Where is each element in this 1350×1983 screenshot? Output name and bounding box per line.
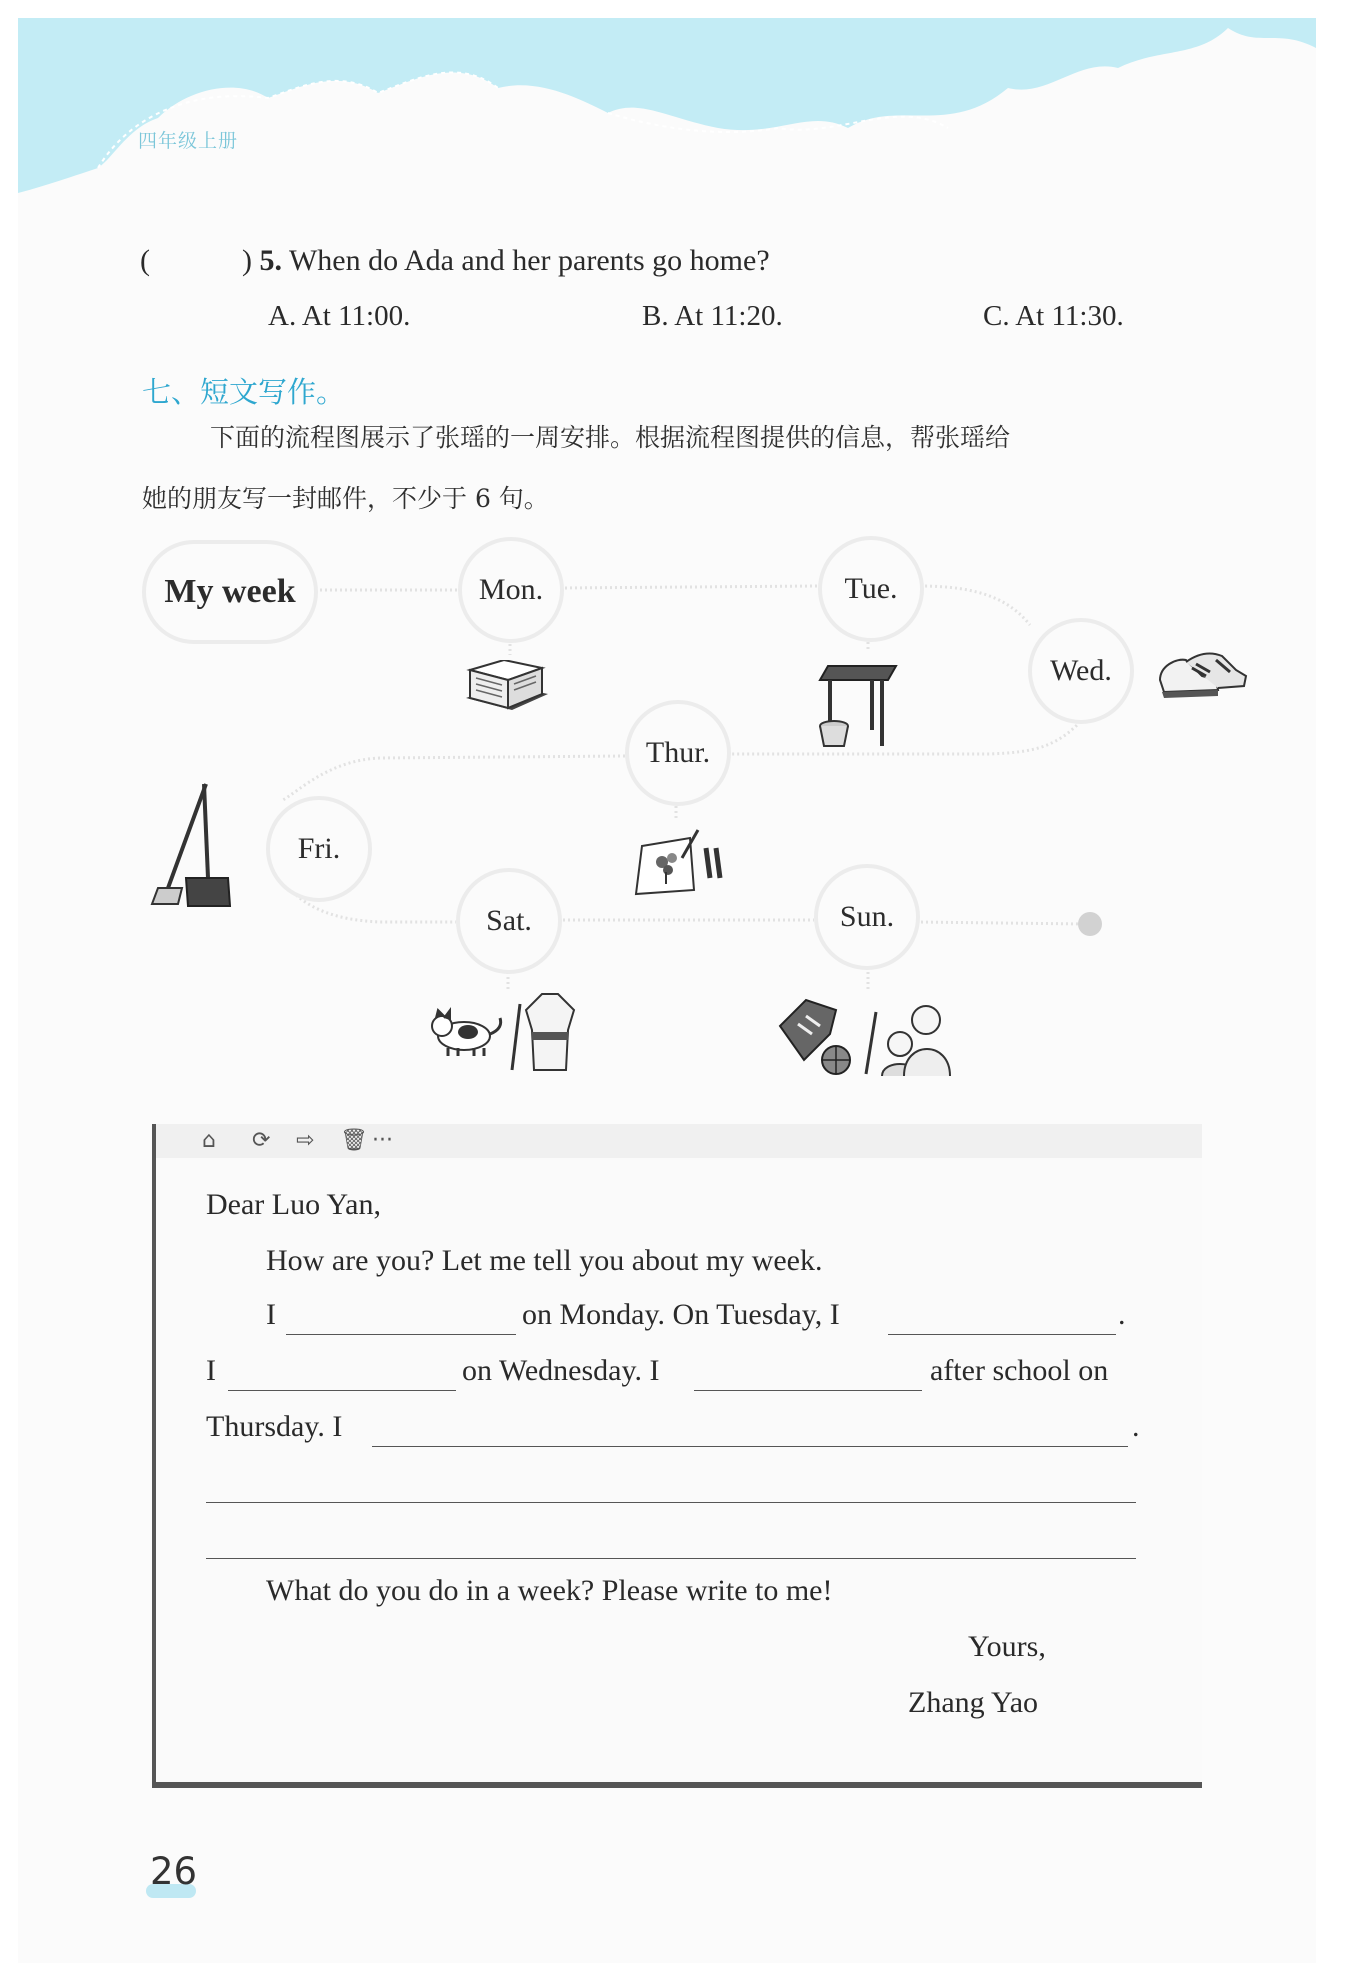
forward-icon[interactable]: ⇨ [296, 1128, 315, 1153]
option-a[interactable]: A. At 11:00. [268, 300, 411, 332]
blank-thursday[interactable] [694, 1390, 922, 1391]
flow-node-start: My week [142, 540, 318, 644]
drawing-paper-icon [632, 828, 728, 900]
blank-wednesday[interactable] [228, 1390, 456, 1391]
flow-node-sun: Sun. [814, 864, 920, 970]
page-number: 26 [150, 1850, 198, 1893]
letter-sign-off: Yours, [968, 1630, 1046, 1663]
letter-line-3-middle: on Wednesday. I [462, 1354, 660, 1387]
refresh-icon[interactable]: ⟳ [252, 1128, 271, 1153]
desk-cleaning-icon [812, 660, 904, 752]
question-text: When do Ada and her parents go home? [288, 244, 770, 277]
grade-label: 四年级上册 [138, 130, 239, 152]
answer-paren-open: ( [140, 244, 150, 277]
question-number: 5. [259, 244, 282, 277]
option-c[interactable]: C. At 11:30. [983, 300, 1124, 332]
instruction-line-2: 她的朋友写一封邮件，不少于 6 句。 [142, 484, 549, 513]
flow-node-mon: Mon. [458, 537, 564, 643]
instruction-line-1: 下面的流程图展示了张瑶的一周安排。根据流程图提供的信息，帮张瑶给 [210, 423, 1011, 452]
flow-node-thur: Thur. [625, 700, 731, 806]
email-letter-box [152, 1124, 1202, 1788]
letter-line-3-end: after school on [930, 1354, 1109, 1387]
flow-node-fri: Fri. [266, 796, 372, 902]
cat-or-dress-icon [428, 990, 592, 1076]
books-icon [462, 660, 552, 720]
flow-node-wed: Wed. [1028, 618, 1134, 724]
letter-closing-question: What do you do in a week? Please write to me! [266, 1574, 833, 1607]
option-b[interactable]: B. At 11:20. [642, 300, 783, 332]
letter-line-1: How are you? Let me tell you about my week. [266, 1244, 823, 1277]
broom-dustpan-icon [148, 780, 232, 910]
blank-monday[interactable] [286, 1334, 516, 1335]
header-cloud-band [18, 18, 1316, 198]
basketball-grandparents-icon [776, 990, 956, 1080]
blank-tuesday[interactable] [888, 1334, 1116, 1335]
flow-node-tue: Tue. [818, 536, 924, 642]
letter-line-2-middle: on Monday. On Tuesday, I [522, 1298, 840, 1331]
sneakers-icon [1156, 646, 1248, 704]
home-icon[interactable]: ⌂ [202, 1128, 216, 1153]
letter-line-4-end: . [1132, 1410, 1140, 1443]
letter-greeting: Dear Luo Yan, [206, 1188, 381, 1221]
section-title: 七、短文写作。 [142, 375, 346, 409]
blank-line-4[interactable] [372, 1446, 1128, 1447]
flow-node-sat: Sat. [456, 868, 562, 974]
letter-line-3-start: I [206, 1354, 216, 1387]
more-icon[interactable]: ··· [372, 1128, 393, 1153]
letter-line-4-start: Thursday. I [206, 1410, 343, 1443]
letter-signature: Zhang Yao [908, 1686, 1039, 1719]
letter-line-2-start: I [266, 1298, 276, 1331]
trash-icon[interactable]: 🗑 [340, 1128, 368, 1153]
question-5 [140, 244, 770, 278]
answer-paren-close: ) [242, 244, 252, 277]
letter-line-2-end: . [1118, 1298, 1126, 1331]
blank-line-6[interactable] [206, 1558, 1136, 1559]
blank-line-5[interactable] [206, 1502, 1136, 1503]
